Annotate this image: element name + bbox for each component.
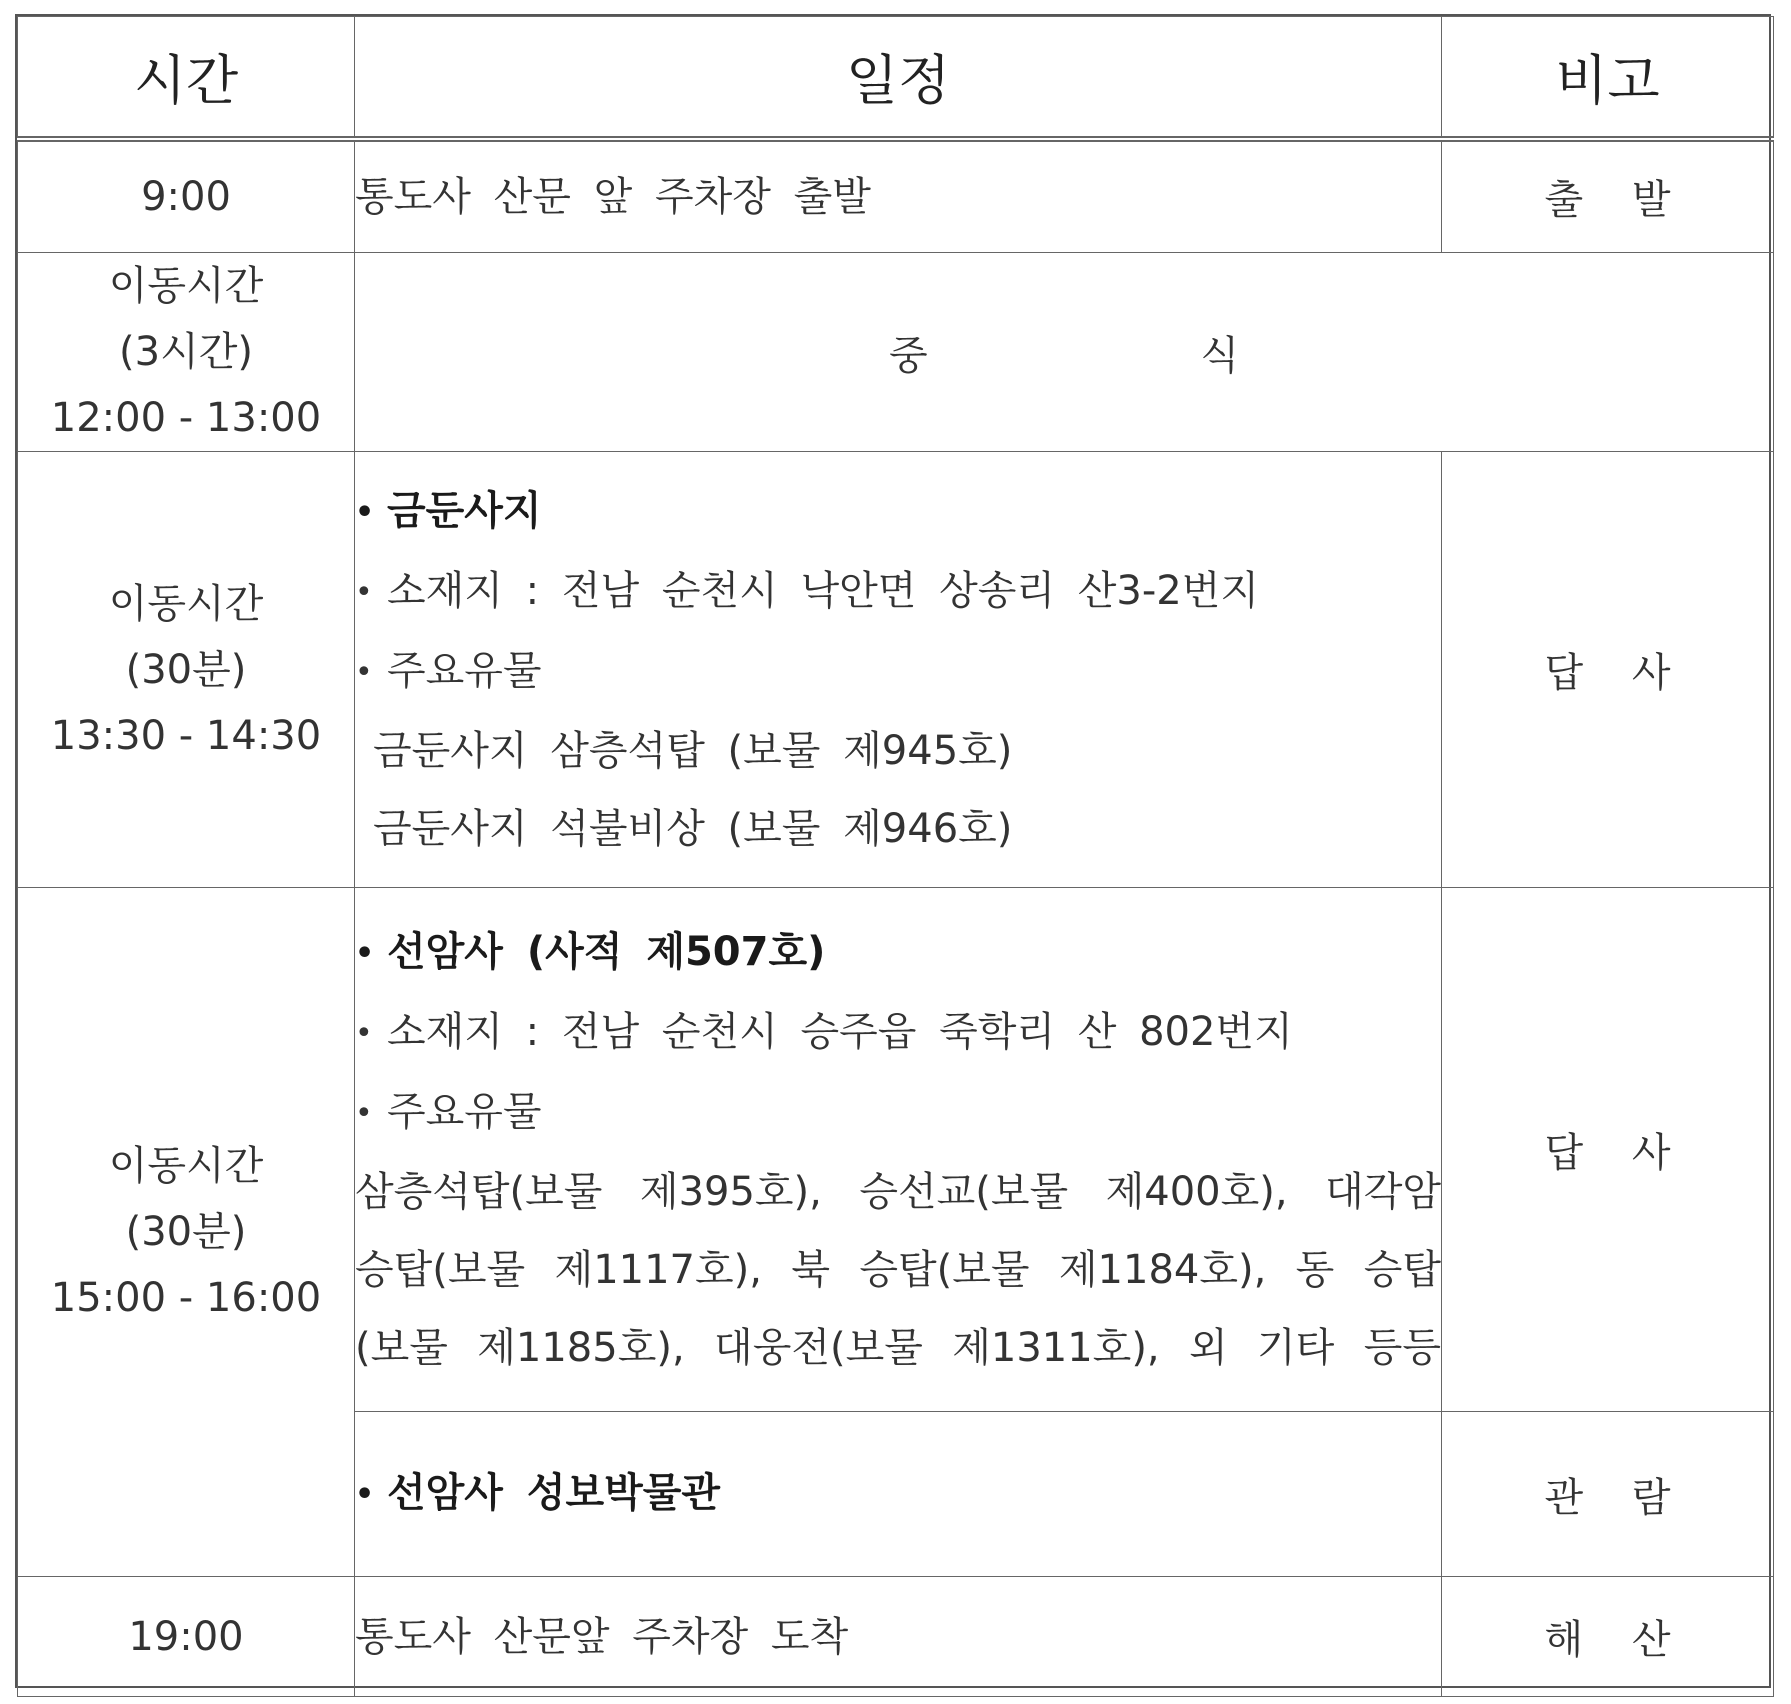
header-time: 시간 <box>18 17 355 139</box>
depart-plan-text: 통도사 산문 앞 주차장 출발 <box>355 173 871 220</box>
depart-plan <box>355 139 1442 253</box>
geumdun-plan <box>355 452 1442 888</box>
geumdun-time-line-1: 이동시간 <box>108 580 264 627</box>
row-lunch <box>18 253 1774 452</box>
lunch-time <box>18 253 355 452</box>
seonam-relics-line-1: 삼층석탑(보물 제395호), 승선교(보물 제400호), 대각암 <box>355 1168 1441 1215</box>
row-seonam <box>18 888 1774 1412</box>
lunch-time-line-3: 12:00 - 13:00 <box>50 395 322 441</box>
table-header-row <box>18 17 1774 139</box>
seonam-relics-line-3: (보물 제1185호), 대웅전(보물 제1311호), 외 기타 등등 <box>355 1324 1441 1371</box>
geumdun-location: • 소재지 : 전남 순천시 낙안면 상송리 산3-2번지 <box>355 552 1441 632</box>
seonam-relics-label: • 주요유물 <box>355 1073 1441 1153</box>
row-geumdun <box>18 452 1774 888</box>
header-plan: 일정 <box>355 17 1442 139</box>
seonam-time-line-2: (30분) <box>125 1209 247 1255</box>
arrive-plan <box>355 1577 1442 1697</box>
geumdun-note: 답 사 <box>1442 452 1774 888</box>
lunch-time-line-2: (3시간) <box>119 329 253 375</box>
header-note: 비고 <box>1442 17 1774 139</box>
schedule-sheet <box>15 14 1771 1688</box>
geumdun-relic-1: 금둔사지 삼층석탑 (보물 제945호) <box>373 727 1013 774</box>
row-depart <box>18 139 1774 253</box>
row-arrive <box>18 1577 1774 1697</box>
geumdun-relics-label: • 주요유물 <box>355 632 1441 712</box>
seonam-location: • 소재지 : 전남 순천시 승주읍 죽학리 산 802번지 <box>355 993 1441 1073</box>
lunch-plan: 중 식 <box>355 253 1774 452</box>
museum-plan <box>355 1412 1442 1577</box>
seonam-time <box>18 888 355 1577</box>
museum-note: 관 람 <box>1442 1412 1774 1577</box>
geumdun-site: • 금둔사지 <box>355 472 1441 552</box>
seonam-time-line-1: 이동시간 <box>108 1143 264 1189</box>
arrive-note: 해 산 <box>1442 1577 1774 1697</box>
museum-plan-text: • 선암사 성보박물관 <box>355 1454 1441 1534</box>
geumdun-time-line-3: 13:30 - 14:30 <box>50 712 322 759</box>
geumdun-time-line-2: (30분) <box>125 646 247 693</box>
arrive-time: 19:00 <box>18 1577 355 1697</box>
geumdun-relic-2: 금둔사지 석불비상 (보물 제946호) <box>373 805 1013 852</box>
seonam-site: • 선암사 (사적 제507호) <box>355 913 1441 993</box>
depart-note: 출 발 <box>1442 139 1774 253</box>
seonam-note: 답 사 <box>1442 888 1774 1412</box>
arrive-plan-text: 통도사 산문앞 주차장 도착 <box>355 1613 849 1660</box>
seonam-relics-line-2: 승탑(보물 제1117호), 북 승탑(보물 제1184호), 동 승탑 <box>355 1246 1441 1293</box>
seonam-plan <box>355 888 1442 1412</box>
geumdun-time <box>18 452 355 888</box>
depart-time: 9:00 <box>18 139 355 253</box>
schedule-table <box>17 16 1774 1697</box>
lunch-time-line-1: 이동시간 <box>108 263 264 309</box>
seonam-time-line-3: 15:00 - 16:00 <box>50 1275 322 1321</box>
